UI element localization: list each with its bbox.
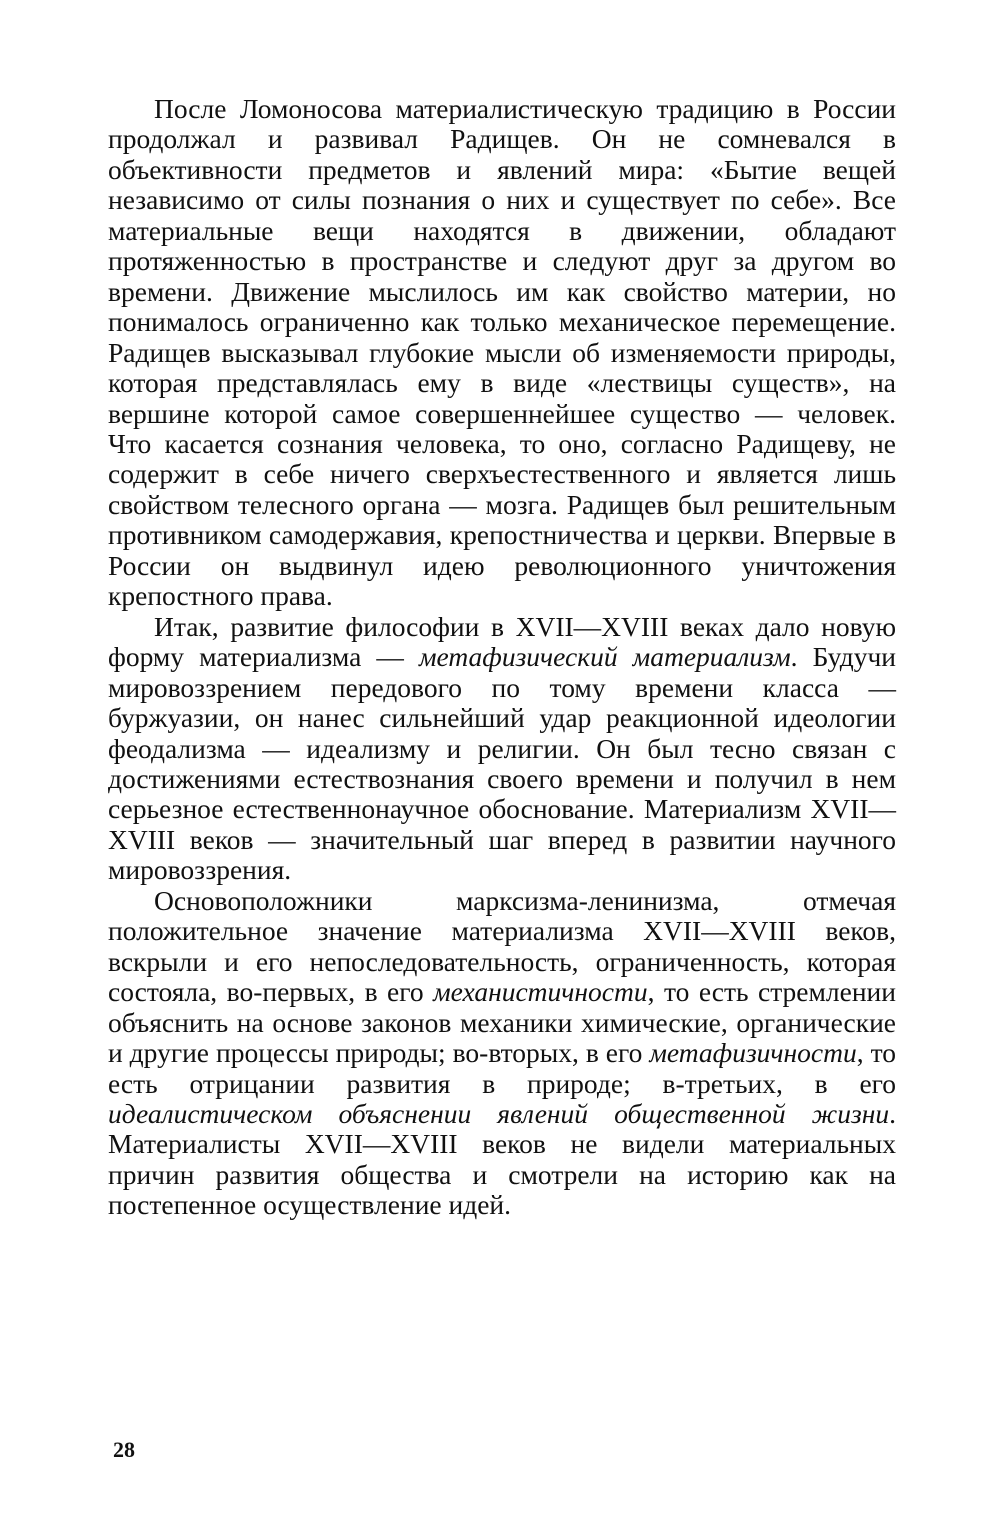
- page-body: [108, 94, 896, 1221]
- italic-term: идеалистическом объяснении явлений общественной жизни: [108, 1097, 890, 1129]
- page-number: 28: [113, 1437, 135, 1462]
- paragraph-text: После Ломоносова материалистическую традицию в России продолжал и развивал Радищев. Он не сомневался в объективности предметов и явлений мира: «Бытие вещей независимо от силы познания о них и существует по себе». Все материальные вещи находятся в движении, обладают протяженностью в пространстве и следуют друг за другом во времени. Движение мыслилось им как свойство материи, но понималось ограниченно как только механическое перемещение. Радищев высказывал глубокие мысли об изменяемости природы, которая представлялась ему в виде «лествицы существ», на вершине которой самое совершеннейшее существо — человек. Что касается сознания человека, то оно, согласно Радищеву, не содержит в себе ничего сверхъестественного и является лишь свойством телесного органа — мозга. Радищев был решительным противником самодержавия, крепостничества и церкви. Впервые в России он выдвинул идею революционного уничтожения крепостного права.: [108, 93, 896, 612]
- italic-term: метафизический материализм: [418, 641, 791, 673]
- paragraph-metaphysical-materialism: [108, 612, 896, 886]
- paragraph-text: . Будучи мировоззрением передового по тому времени класса — буржуазии, он нанес сильнейший удар реакционной идеологии феодализма — идеализму и религии. Он был тесно связан с достижениями естествознания своего времени и получил в нем серьезное естественнонаучное обоснование. Материализм XVII—XVIII веков — значительный шаг вперед в развитии научного мировоззрения.: [108, 641, 896, 886]
- paragraph-text: . Материалисты XVII—XVIII веков не видели материальных причин развития общества и смотрели на историю как на постепенное осуществление идей.: [108, 1097, 896, 1221]
- paragraph-text: , то есть стремлении объяснить на основе законов механики химические, органические и другие процессы природы; во-вторых, в его: [108, 976, 896, 1069]
- paragraph-radishchev: [108, 94, 896, 612]
- paragraph-text: Итак, развитие философии в XVII—XVIII веках дало новую форму материализма —: [108, 610, 896, 673]
- paragraph-limitations: [108, 886, 896, 1221]
- italic-term: механистичности: [433, 976, 648, 1008]
- paragraph-text: Основоположники марксизма-ленинизма, отмечая положительное значение материализма XVII—XVIII веков, вскрыли и его непоследовательность, ограниченность, которая состояла, во-первых, в его: [108, 884, 896, 1008]
- italic-term: метафизичности: [649, 1037, 857, 1069]
- paragraph-text: , то есть отрицании развития в природе; в-третьих, в его: [108, 1037, 896, 1099]
